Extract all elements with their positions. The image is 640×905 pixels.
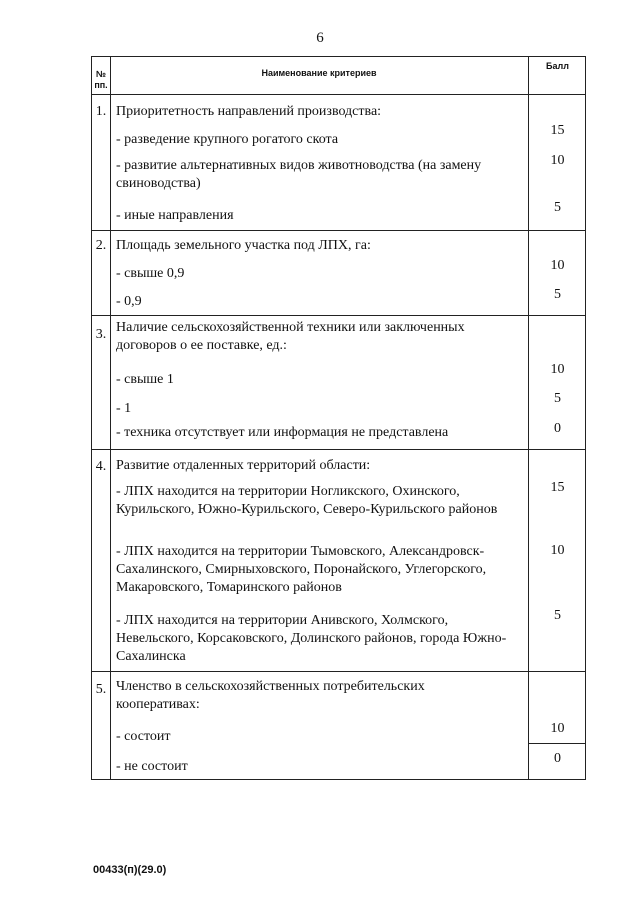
criterion-item: - свыше 1 (116, 372, 174, 387)
criterion-score: 15 (550, 123, 565, 138)
criterion-item: - развитие альтернативных видов животноводства (на замену свиноводства) (116, 158, 482, 191)
criterion-item: - не состоит (116, 759, 188, 774)
section-title: Развитие отдаленных территорий области: (116, 458, 371, 473)
document-code: 00433(п)(29.0) (93, 864, 167, 876)
criterion-item: - 1 (116, 401, 132, 416)
section-title: Площадь земельного участка под ЛПХ, га: (116, 238, 371, 253)
section-title: Приоритетность направлений производства: (116, 104, 382, 119)
criterion-score: 5 (554, 391, 561, 406)
section-title: Наличие сельскохозяйственной техники или заключенных договоров о ее поставке, ед.: (116, 320, 465, 353)
section-number: 4. (95, 459, 107, 474)
header-criteria: Наименование критериев (261, 68, 377, 78)
criterion-score: 10 (550, 153, 565, 168)
criterion-score: 5 (554, 287, 561, 302)
criterion-score: 0 (554, 751, 561, 766)
row-divider (92, 449, 585, 450)
criterion-score: 10 (550, 362, 565, 377)
page-number: 6 (316, 30, 324, 46)
criterion-score: 0 (554, 421, 561, 436)
criterion-item: - ЛПХ находится на территории Анивского, Холмского, Невельского, Корсаковского, Долинского районов, города Южно-Сахалинска (116, 613, 507, 664)
row-divider (92, 94, 585, 95)
criterion-item: - ЛПХ находится на территории Тымовского, Александровск-Сахалинского, Смирныховского, Поронайского, Углегорского, Макаровского, Томаринского районов (116, 544, 487, 595)
criterion-item: - состоит (116, 729, 171, 744)
criterion-item: - ЛПХ находится на территории Ногликского, Охинского, Курильского, Южно-Курильского, Северо-Курильского районов (116, 484, 498, 517)
criterion-score: 5 (554, 200, 561, 215)
criterion-score: 10 (550, 543, 565, 558)
criterion-item: - свыше 0,9 (116, 266, 185, 281)
row-divider (528, 743, 585, 744)
row-divider (92, 230, 585, 231)
section-number: 3. (95, 327, 107, 342)
section-number: 2. (95, 238, 107, 253)
header-num: № пп. (94, 69, 108, 90)
criterion-item: - иные направления (116, 208, 234, 223)
section-number: 5. (95, 682, 107, 697)
criterion-score: 10 (550, 721, 565, 736)
criterion-item: - техника отсутствует или информация не представлена (116, 425, 449, 440)
criterion-score: 15 (550, 480, 565, 495)
header-score: Балл (546, 61, 569, 71)
section-number: 1. (95, 104, 107, 119)
criterion-score: 10 (550, 258, 565, 273)
criterion-item: - 0,9 (116, 294, 142, 309)
row-divider (92, 671, 585, 672)
criterion-item: - разведение крупного рогатого скота (116, 132, 339, 147)
row-divider (92, 315, 585, 316)
criteria-table (91, 56, 586, 780)
section-title: Членство в сельскохозяйственных потребительских кооперативах: (116, 679, 425, 712)
criterion-score: 5 (554, 608, 561, 623)
